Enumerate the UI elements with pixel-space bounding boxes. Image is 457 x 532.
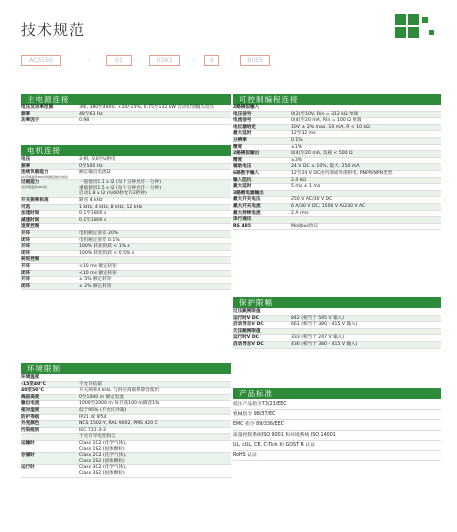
row-label: 外壳颜色: [21, 421, 40, 427]
company-logo: [395, 14, 435, 40]
row-value: 不允许导电性粉尘: [79, 434, 116, 440]
table-row: [21, 453, 231, 465]
row-label: 过压跳闸限值: [233, 309, 261, 314]
row-label: 速度控制: [21, 224, 40, 230]
table-row: [233, 118, 441, 125]
row-value: 250 V AC/30 V DC: [291, 197, 333, 203]
row-value: 0.1%: [291, 137, 303, 143]
table-row: [233, 105, 441, 112]
table-row: [233, 224, 441, 231]
mains-table: [21, 105, 231, 125]
row-label: 相对湿度: [21, 407, 40, 413]
row-label: 输入阻抗: [233, 177, 252, 183]
row-value: 0至1000 m 额定电流: [79, 394, 124, 400]
row-value: NCS 1502-Y, RAL 9002, PMS 420 C: [79, 421, 158, 427]
table-row: [21, 421, 231, 428]
table-row: [21, 244, 231, 251]
row-label: 加速时间: [21, 211, 40, 217]
row-value: 842 (相当于 595 V 输入): [291, 315, 345, 321]
row-label: 可选: [21, 204, 31, 210]
row-value: 48至63 Hz: [79, 111, 103, 117]
part-number-dash: -: [88, 56, 91, 63]
row-label: 辅助电压: [233, 164, 252, 170]
page-title: 技术规范: [21, 21, 86, 39]
row-value: 0(4)至20 mA, 负载 < 500 Ω: [291, 151, 353, 157]
table-row: [21, 218, 231, 225]
row-label: -15至40°C: [21, 381, 46, 387]
table-row: [21, 224, 231, 231]
row-label: 最大延时: [233, 131, 252, 137]
table-row: [21, 408, 231, 415]
row-label: 污染级别: [21, 427, 40, 433]
row-value: <10 ms 额定转矩: [79, 263, 117, 269]
row-value: 额定输出电流I2: [79, 170, 111, 176]
row-value: Class 3C2 (化学气体), Class 3S2 (固体颗粒): [79, 465, 127, 476]
row-label: 最大开关电流: [233, 203, 261, 209]
part-number-box: ACS550: [21, 55, 61, 66]
row-value: 电机额定滑差 20%: [79, 230, 119, 236]
row-value: 100% 转矩阶跃 < 0.5% s: [79, 250, 135, 256]
standard-item: 质量控制系统ISO 9001 和环境系统 ISO 14001: [233, 431, 441, 441]
env-table: [21, 375, 231, 478]
table-row: [21, 465, 231, 477]
row-label: 闭环: [21, 237, 31, 243]
row-label: 存储时: [21, 453, 35, 459]
row-label: 闭环: [21, 270, 31, 276]
table-row: [233, 184, 441, 191]
row-label: 电压及功率范围: [21, 105, 54, 110]
row-value: [79, 375, 231, 381]
row-value: [291, 309, 441, 315]
row-label: 开环: [21, 277, 31, 283]
row-value: ± 2% 额定转矩: [79, 283, 112, 289]
table-row: [21, 264, 231, 271]
row-value: 661 (相当于 380 - 415 V 输入): [291, 322, 358, 328]
row-value: 一般使用1.1 x I2 (每十分钟允许一分钟) 重载使用1.5 x I2 (每十分钟允许一分钟) 启动1.8 x I2 (每60秒允许2秒钟): [79, 180, 161, 197]
row-label: 运行时V DC: [233, 335, 260, 341]
table-row: [233, 151, 441, 158]
row-value: ±1%: [291, 144, 303, 150]
table-row: [21, 164, 231, 171]
part-number-dash: -: [133, 56, 136, 63]
table-row: [21, 434, 231, 441]
row-value: [291, 191, 441, 197]
row-value: Class 1C2 (化学气体), Class 1S2 (固体颗粒): [79, 440, 127, 452]
row-label: [21, 434, 79, 440]
row-label: 开环: [21, 230, 31, 236]
row-label: 频率: [21, 163, 31, 169]
table-row: [233, 191, 441, 198]
row-label: 3路继电器输出: [233, 190, 264, 196]
row-label: 功率因子: [21, 118, 40, 124]
row-value: 0.1至1800 s: [79, 217, 107, 223]
row-label: 运输时: [21, 440, 35, 446]
row-label: 运行时V DC: [233, 315, 260, 321]
row-value: 6 A/30 V DC; 1500 V A/230 V AC: [291, 203, 366, 209]
row-value: Modbus协议: [291, 223, 319, 229]
table-row: [21, 118, 231, 125]
section-heading-io: 可控制编程连接: [233, 94, 441, 105]
table-row: [21, 441, 231, 453]
standard-item: UL, cUL, CE, C-Tick 和 GOST R 认证: [233, 441, 441, 451]
row-value: [79, 224, 231, 230]
row-value: 0.1至1800 s: [79, 211, 107, 217]
row-value: 0(4)至20 mA, Rin = 100 Ω 单端: [291, 118, 362, 124]
row-value: 0(2)至10V, Rin = 312 kΩ 单端: [291, 111, 359, 117]
table-row: [21, 170, 231, 180]
row-label: 运行时: [21, 465, 35, 471]
standard-item: 机械指令 98/37/EC: [233, 410, 441, 420]
row-label-note: (在环境温度40C时): [21, 184, 48, 189]
table-row: [21, 231, 231, 238]
table-row: [21, 251, 231, 258]
standard-item: RoHS 认证: [233, 451, 441, 461]
row-value: 1 kHz, 4 kHz, 8 kHz, 12 kHz: [79, 204, 143, 210]
table-row: [233, 138, 441, 145]
row-label: 海拔高度: [21, 394, 40, 400]
table-row: [21, 211, 231, 218]
table-row: [21, 428, 231, 435]
table-row: [21, 198, 231, 205]
part-number-box: B055: [240, 55, 270, 66]
table-row: [21, 257, 231, 264]
row-value: 不允许结霜: [79, 381, 102, 387]
row-label: 转矩控制: [21, 257, 40, 263]
table-row: [21, 205, 231, 212]
row-label: 6路数字输入: [233, 170, 260, 176]
row-value: [291, 105, 441, 111]
row-value: 2 A rms: [291, 210, 309, 216]
table-row: [233, 322, 441, 329]
part-number-box: 03A3: [149, 55, 180, 66]
row-label: 启动导言V DC: [233, 341, 264, 347]
row-value: 3-相, 从0至U供电: [79, 157, 116, 162]
row-label: 最大延时: [233, 184, 252, 190]
part-number-dash: -: [231, 56, 234, 63]
row-label: 减速时间: [21, 217, 40, 223]
row-value: ± 5% 额定转矩: [79, 277, 112, 283]
table-row: [233, 178, 441, 185]
row-value: 24 V DC ± 10%, 最大. 250 mA: [291, 164, 360, 170]
table-row: [21, 105, 231, 112]
row-label: 2路模拟输入: [233, 105, 260, 110]
motor-table: [21, 157, 231, 290]
row-label: 最大持续电流: [233, 210, 261, 216]
table-row: [21, 180, 231, 198]
row-label: 精度: [233, 144, 243, 150]
row-value: 5 ms ± 1 ms: [291, 184, 321, 190]
table-row: [233, 204, 441, 211]
part-number-dash: -: [192, 56, 195, 63]
row-value: 333 (相当于 247 V 输入): [291, 335, 345, 341]
table-row: [21, 157, 231, 164]
table-row: [233, 335, 441, 342]
row-label-note: (在环境温度40C时的额定输出电流): [21, 174, 69, 179]
row-label: 频率: [21, 111, 31, 117]
row-value: 100% 转矩阶跃 < 1% s: [79, 244, 130, 250]
row-value: 3相, 380至480V, +10/-15%, 0.75至132 kW 自动识别输入电压: [79, 105, 215, 110]
row-value: [291, 217, 441, 223]
row-value: 12至24 V DC由内部或外部供电, PNP和NPN类型.: [291, 170, 394, 176]
protect-table: [233, 309, 441, 349]
row-value: Class 2C2 (化学气体), Class 2S2 (固体颗粒): [79, 453, 127, 464]
row-label: RS 485: [233, 223, 252, 229]
standard-item: EMC 指令 89/336/EEC: [233, 420, 441, 430]
row-value: 2.4 kΩ: [291, 177, 306, 183]
table-row: [233, 164, 441, 171]
row-label: 开环: [21, 263, 31, 269]
table-row: [21, 388, 231, 395]
section-heading-protect: 保护限幅: [233, 297, 441, 308]
row-value: 低于95% (不允许冷凝): [79, 407, 127, 413]
row-label: 电压信号: [233, 111, 252, 117]
row-value: 10V ± 2% max. 10 mA, R < 10 kΩ: [291, 124, 370, 130]
row-label: 连续负载能力 (在环境温度40C时的额定输出电流): [21, 170, 79, 179]
row-label: 开关频率标准: [21, 197, 49, 203]
row-value: IP21 或 IP54: [79, 414, 107, 420]
row-value: 436 (相当于 380 - 415 V 输入): [291, 341, 358, 347]
table-row: [21, 375, 231, 382]
row-label: 串行通讯: [233, 217, 252, 223]
row-value: [291, 329, 441, 335]
row-label: 40至50°C: [21, 388, 45, 394]
row-label: 电压: [21, 157, 31, 162]
table-row: [21, 112, 231, 119]
row-label: 电位器给定: [233, 124, 256, 130]
part-number-box: 01: [106, 55, 132, 66]
row-value: <10 ms 额定转矩: [79, 270, 117, 276]
row-value: 开关频率4 kHz, 与供应商联系降容使用: [79, 388, 160, 394]
row-label: 开环: [21, 244, 31, 250]
row-value: 1000至2000 m 每升高100 m降容1%: [79, 401, 160, 407]
io-table: [233, 105, 441, 230]
table-row: [233, 309, 441, 316]
row-value: 0.98: [79, 118, 90, 124]
table-row: [21, 401, 231, 408]
row-label: 启动导言V DC: [233, 322, 264, 328]
table-row: [21, 284, 231, 291]
standard-item: 低压产品指令73/23/EEC: [233, 400, 441, 410]
row-label: 2路模拟输出: [233, 151, 260, 157]
table-row: [233, 217, 441, 224]
row-value: ±3%: [291, 157, 303, 163]
row-label: 过载能力 (在环境温度40C时): [21, 180, 79, 197]
row-value: IEC 721-3-3: [79, 427, 106, 433]
table-row: [233, 131, 441, 138]
section-heading-motor: 电机连接: [21, 145, 231, 156]
table-row: [21, 271, 231, 278]
row-value: [79, 257, 231, 263]
table-row: [233, 342, 441, 349]
table-row: [21, 277, 231, 284]
table-row: [233, 211, 441, 218]
section-heading-standards: 产品标准: [233, 388, 441, 399]
part-number-box: 4: [204, 55, 219, 66]
row-value: 12至32 ms: [291, 131, 316, 137]
standards-list: [233, 400, 441, 461]
row-label: 电流信号: [233, 118, 252, 124]
row-label: 分辨率: [233, 137, 247, 143]
row-label: 精度: [233, 157, 243, 163]
row-value: 电机额定滑差 0.1%: [79, 237, 120, 243]
row-label: 输出电流: [21, 401, 40, 407]
row-label: 欠压跳闸限值: [233, 328, 261, 334]
row-label: 最大开关电压: [233, 197, 261, 203]
row-value: 0至500 Hz: [79, 163, 103, 169]
section-heading-env: 环境限制: [21, 363, 231, 374]
row-label: 防护等级: [21, 414, 40, 420]
table-row: [233, 125, 441, 132]
table-row: [233, 197, 441, 204]
section-heading-mains: 主电源连接: [21, 94, 231, 105]
row-value: 缺省 4 kHz: [79, 197, 103, 203]
row-label: 环境温度: [21, 375, 40, 380]
table-row: [233, 171, 441, 178]
row-label: 闭环: [21, 283, 31, 289]
row-label: 闭环: [21, 250, 31, 256]
